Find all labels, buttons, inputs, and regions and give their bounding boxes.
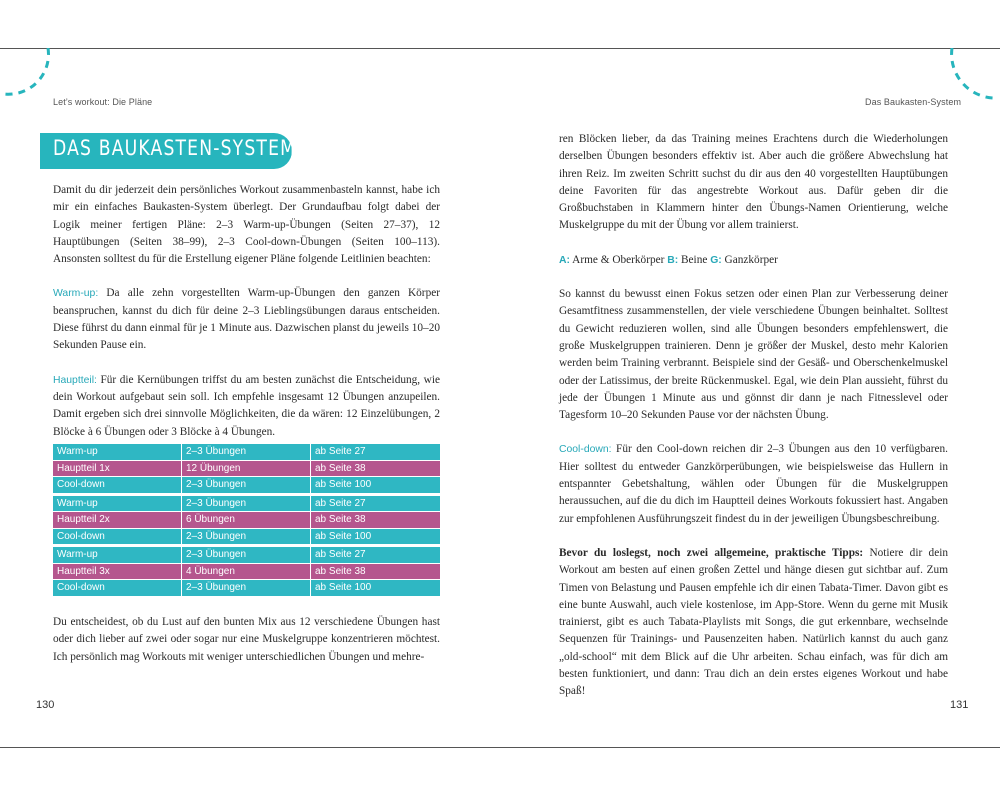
table-cell: ab Seite 100	[311, 580, 440, 597]
page-number-right: 131	[950, 699, 969, 711]
warmup-keyword: Warm-up:	[53, 288, 99, 300]
legend-key: G:	[710, 254, 722, 266]
table-cell: ab Seite 100	[311, 529, 440, 546]
table-cell: ab Seite 38	[311, 512, 440, 529]
table-cell: ab Seite 38	[311, 564, 440, 581]
workout-plan-table	[53, 444, 440, 597]
right-paragraph-2: So kannst du bewusst einen Fokus setzen oder einen Plan zur Verbesserung deiner Gesamtfitness zusammenstellen, der viele verschiedene Übungen beinhaltet. Solltest du Gewicht reduzieren wollen, sind alle Übungen besonders empfehlenswert, die große Muskelgruppen trainieren. Denn je größer der Muskel, desto mehr Kalorien werden beim Training verbrannt. Beispiele sind der Gesäß- und Oberschenkelmuskel oder der Latissimus, der breite Rückenmuskel. Egal, wie dein Plan aussieht, führst du jede der Übungen 1 Minute aus und gönnst dir dann je nach Fitnesslevel oder Tagesform 10–20 Sekunden Pause vor der nächsten Übung.	[559, 288, 948, 422]
warmup-paragraph	[53, 285, 440, 354]
table-row	[53, 529, 440, 546]
table-cell: Warm-up	[53, 444, 182, 461]
table-cell: Warm-up	[53, 547, 182, 564]
left-column-bottom	[53, 614, 440, 683]
page-title: DAS BAUKASTEN-SYSTEM	[53, 136, 297, 160]
table-row	[53, 461, 440, 478]
table-row	[53, 496, 440, 513]
running-head-left: Let’s workout: Die Pläne	[53, 97, 153, 107]
hauptteil-keyword: Hauptteil:	[53, 374, 97, 386]
legend-key: B:	[667, 254, 679, 266]
legend-text: Beine	[678, 253, 711, 266]
muscle-group-legend	[559, 252, 948, 269]
left-column-top	[53, 182, 440, 458]
table-row	[53, 477, 440, 494]
cooldown-paragraph	[559, 441, 948, 527]
table-cell: ab Seite 27	[311, 496, 440, 513]
tips-text: Notiere dir dein Workout am besten auf einen großen Zettel und hänge diesen gut sichtbar auf. Zum Timen von Belastung und Pausen empfehle ich dir einen Tabata-Timer. Davon gibt es eine bunte Auswahl, auch viele kostenlose, im App-Store. Wenn du gerne mit Musik trainierst, gibt es auch Tabata-Playlists mit Songs, die gut erkennbare, wechselnde Sequenzen für Trainings- und Pausenzeiten haben. Natürlich kannst du auch ganz „old-school“ mit dem Blick auf die Uhr arbeiten. Schau einfach, was für dich am besten funktioniert, und dann: Trau dich an dein erstes eigenes Workout und habe Spaß!	[559, 546, 948, 698]
table-cell: ab Seite 27	[311, 444, 440, 461]
page-number-left: 130	[36, 699, 55, 711]
table-cell: Hauptteil 2x	[53, 512, 182, 529]
table-cell: 2–3 Übungen	[182, 496, 311, 513]
dashed-arc-decoration-left	[0, 48, 60, 98]
table-cell: 12 Übungen	[182, 461, 311, 478]
table-cell: Hauptteil 3x	[53, 564, 182, 581]
cooldown-text: Für den Cool-down reichen dir 2–3 Übungen aus den 10 verfügbaren. Hier solltest du entweder Ganzkörperübungen, wie beispielsweise das Hullern in entspannter Gebetshaltung, wählen oder Übungen für die Muskelgruppen heraussuchen, auf die du dich im Hauptteil deines Workouts fokussiert hast. Angaben zur empfohlenen Ausführungszeit findest du in der jeweiligen Übungsbeschreibung.	[559, 443, 948, 525]
table-cell: 2–3 Übungen	[182, 529, 311, 546]
table-cell: 4 Übungen	[182, 564, 311, 581]
closing-paragraph: Du entscheidest, ob du Lust auf den bunten Mix aus 12 verschiedene Übungen hast oder dich lieber auf zwei oder sogar nur eine Muskelgruppe konzentrieren möchtest. Ich persönlich mag Workouts mit weniger unterschiedlichen Übungen und mehre-	[53, 616, 440, 663]
table-cell: 2–3 Übungen	[182, 477, 311, 494]
right-column	[559, 131, 948, 718]
table-row	[53, 564, 440, 581]
table-cell: Cool-down	[53, 529, 182, 546]
table-cell: Cool-down	[53, 580, 182, 597]
table-cell: ab Seite 38	[311, 461, 440, 478]
warmup-text: Da alle zehn vorgestellten Warm-up-Übungen den ganzen Körper beanspruchen, kannst du dich für deine 2–3 Lieblingsübungen daraus entscheiden. Diese führst du dann einmal für je 1 Minute aus. Dazwischen planst du jeweils 10–20 Sekunden Pause ein.	[53, 287, 440, 352]
table-cell: ab Seite 100	[311, 477, 440, 494]
intro-paragraph: Damit du dir jederzeit dein persönliches Workout zusammenbasteln kannst, habe ich mir ein einfaches Baukasten-System überlegt. Der Grundaufbau folgt dabei der Logik meiner fertigen Pläne: 2–3 Warm-up-Übungen (Seiten 27–37), 12 Hauptübungen (Seiten 38–99), 2–3 Cool-down-Übungen (Seiten 100–113). Ansonsten solltest du für die Erstellung eigener Pläne folgende Leitlinien beachten:	[53, 184, 440, 266]
legend-text: Ganzkörper	[721, 253, 778, 266]
tips-heading: Bevor du loslegst, noch zwei allgemeine, praktische Tipps:	[559, 546, 864, 559]
table-cell: Cool-down	[53, 477, 182, 494]
table-row	[53, 444, 440, 461]
table-cell: Warm-up	[53, 496, 182, 513]
table-cell: ab Seite 27	[311, 547, 440, 564]
table-row	[53, 512, 440, 529]
hauptteil-text: Für die Kernübungen triffst du am besten zunächst die Entscheidung, wie dein Workout aufgebaut sein soll. Ich empfehle insgesamt 12 Übungen anzupeilen. Damit ergeben sich drei sinnvolle Möglichkeiten, die da wären: 12 Einzelübungen, 2 Blöcke à 6 Übungen oder 3 Blöcke à 4 Übungen.	[53, 373, 440, 438]
right-paragraph-1: ren Blöcken lieber, da das Training meines Erachtens durch die Wiederholungen derselben Übungen besonders effektiv ist. Aber auch die größere Abwechslung hat ihren Reiz. Im zweiten Schritt suchst du dir aus den 40 vorgestellten Hauptübungen deine Favoriten für das angestrebte Workout aus. Dafür geben dir die Großbuchstaben in Klammern hinter den Übungs-Namen Orientierung, welche Muskelgruppe du mit der Übung vor allem trainierst.	[559, 133, 948, 232]
cooldown-keyword: Cool-down:	[559, 444, 612, 456]
legend-text: Arme & Oberkörper	[569, 253, 668, 266]
table-row	[53, 580, 440, 597]
table-cell: 2–3 Übungen	[182, 444, 311, 461]
table-cell: 6 Übungen	[182, 512, 311, 529]
table-cell: Hauptteil 1x	[53, 461, 182, 478]
table-cell: 2–3 Übungen	[182, 580, 311, 597]
tips-paragraph	[559, 545, 948, 701]
legend-key: A:	[559, 254, 570, 266]
hauptteil-paragraph	[53, 372, 440, 441]
table-cell: 2–3 Übungen	[182, 547, 311, 564]
dashed-arc-decoration-right	[940, 48, 1000, 104]
table-row	[53, 547, 440, 564]
running-head-right: Das Baukasten-System	[865, 97, 962, 107]
